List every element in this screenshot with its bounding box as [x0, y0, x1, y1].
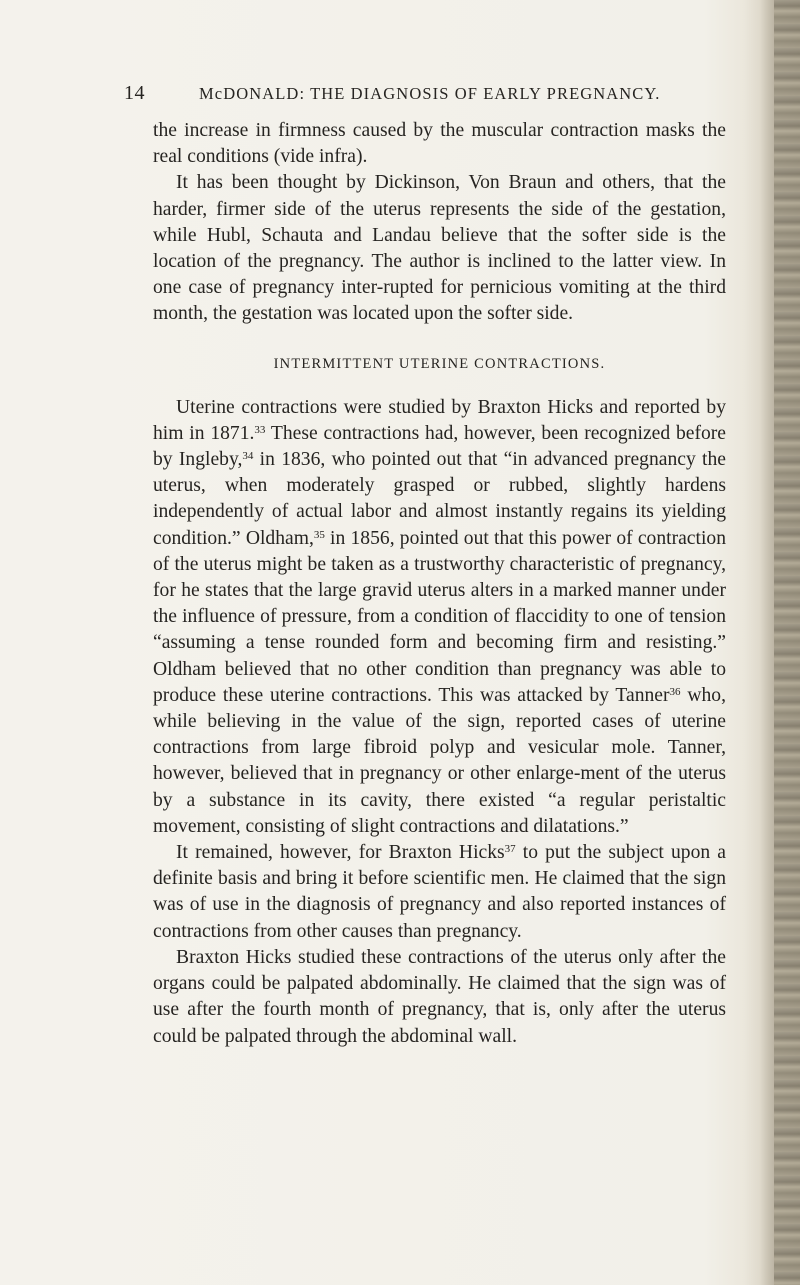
- paragraph-4-text-b: to put the subject upon a definite basis and bring it before scientific men. He claimed that the sign was of use in the diagnosis of pregnancy and also reported instances of contractions from other causes than pregnancy.: [153, 842, 726, 942]
- paragraph-3-text-b: These contractions had, however, been recognized before by Ingleby,: [153, 422, 726, 471]
- body-text: [153, 118, 726, 1050]
- paragraph-1: the increase in firmness caused by the muscular contraction masks the real conditions (vide infra).: [153, 120, 726, 168]
- paragraph-2: It has been thought by Dickinson, Von Braun and others, that the harder, firmer side of the uterus represents the side of the gestation, while Hubl, Schauta and Landau believe that the softer side is the location of the pregnancy. The author is inclined to the latter view. In one case of pregnancy inter-rupted for pernicious vomiting at the third month, the gestation was located upon the softer side.: [153, 172, 726, 325]
- page-gutter-shadow: [760, 0, 774, 1285]
- paragraph-3-text-d: in 1856, pointed out that this power of contraction of the uterus might be taken as a trustworthy characteristic of pregnancy, for he states that the large gravid uterus alters in a marked manner under the influence of pressure, from a condition of flaccidity to one of tension “assuming a tense rounded form and becoming firm and resisting.” Oldham believed that no other condition than pregnancy was able to produce these uterine contractions. This was attacked by Tanner: [153, 527, 726, 706]
- paragraph-3-text-e: who, while believing in the value of the sign, reported cases of uterine contractions from large fibroid polyp and vesicular mole. Tanner, however, believed that in pregnancy or other enlarge-ment of the uterus by a substance in its cavity, there existed “a regular peristaltic movement, consisting of slight contractions and dilatations.”: [153, 684, 726, 837]
- footnote-ref-33: 33: [254, 423, 266, 436]
- footnote-ref-34: 34: [242, 450, 254, 463]
- section-heading: INTERMITTENT UTERINE CONTRACTIONS.: [273, 355, 606, 372]
- footnote-ref-35: 35: [313, 528, 325, 541]
- page-number: 14: [124, 82, 145, 104]
- paragraph-3: [153, 395, 726, 840]
- page-header: [0, 80, 800, 110]
- footnote-ref-37: 37: [504, 843, 516, 856]
- paragraph-4-text-a: It remained, however, for Braxton Hicks: [176, 842, 505, 864]
- running-head: McDONALD: THE DIAGNOSIS OF EARLY PREGNANCY.: [199, 84, 661, 103]
- paragraph-3-text-c: in 1836, who pointed out that “in advanced pregnancy the uterus, when moderately grasped or rubbed, slightly hardens independently of actual labor and almost instantly regains its yielding condition.” Oldham,: [153, 449, 726, 549]
- paragraph-4: [153, 840, 726, 945]
- footnote-ref-36: 36: [669, 685, 681, 698]
- paragraph-5: Braxton Hicks studied these contractions of the uterus only after the organs could be palpated abdominally. He claimed that the sign was of use after the fourth month of pregnancy, that is, only after the uterus could be palpated through the abdominal wall.: [153, 946, 726, 1047]
- paragraph-3-text-a: Uterine contractions were studied by Braxton Hicks and reported by him in 1871.: [153, 396, 726, 444]
- page-edge: [774, 0, 800, 1285]
